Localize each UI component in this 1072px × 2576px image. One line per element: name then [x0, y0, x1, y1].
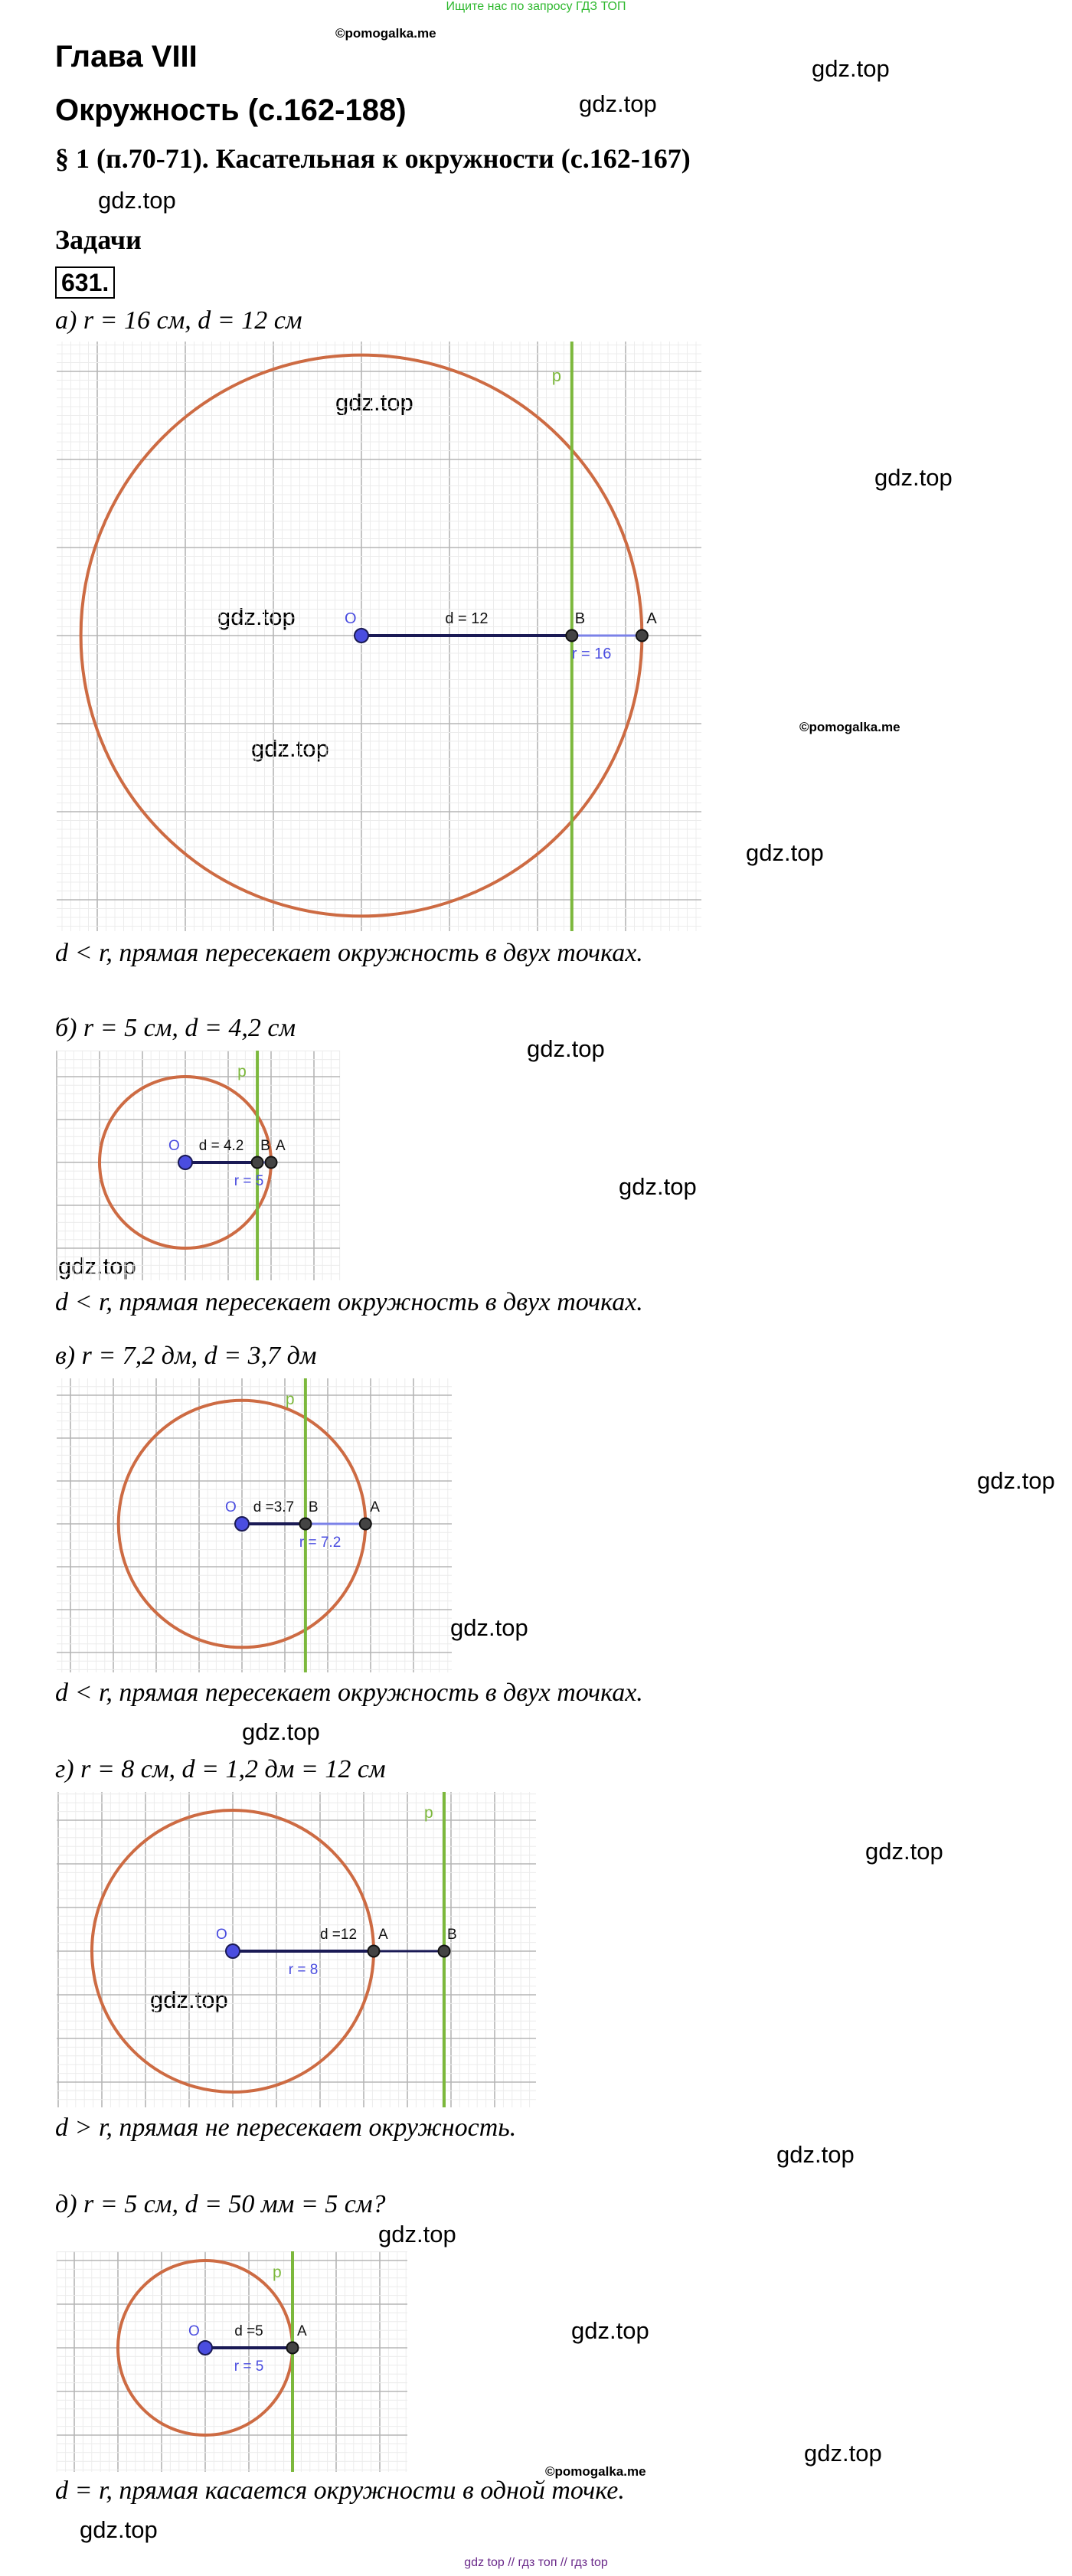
watermark: gdz.top	[450, 1614, 528, 1641]
watermark: gdz.top	[58, 1253, 136, 1280]
label-r: r = 16	[571, 646, 612, 662]
label-B: B	[574, 610, 586, 627]
tasks-heading: Задачи	[55, 224, 142, 255]
point-A	[287, 2342, 299, 2354]
label-A: A	[297, 2323, 307, 2339]
chapter-heading: Глава VIII	[55, 40, 198, 74]
top-search-link[interactable]: Ищите нас по запросу ГДЗ ТОП	[446, 0, 626, 13]
grid	[57, 2251, 407, 2472]
watermark: gdz.top	[217, 603, 296, 630]
chapter-title: Окружность (с.162-188)	[55, 93, 407, 127]
watermark: gdz.top	[80, 2516, 158, 2543]
watermark: gdz.top	[378, 2221, 456, 2247]
watermark: gdz.top	[804, 2440, 882, 2466]
watermark: gdz.top	[812, 55, 890, 82]
watermark: gdz.top	[579, 90, 657, 117]
watermark: gdz.top	[776, 2141, 855, 2168]
watermark: gdz.top	[571, 2317, 649, 2344]
point-O	[198, 2341, 212, 2355]
label-B: B	[447, 1927, 457, 1943]
label-p: p	[237, 1063, 247, 1080]
label-d: d =12	[319, 1927, 358, 1943]
watermark: gdz.top	[98, 187, 176, 214]
part-a-conclusion: d < r, прямая пересекает окружность в двух точках.	[55, 939, 643, 967]
part-d-conclusion: d > r, прямая не пересекает окружность.	[55, 2113, 517, 2142]
label-O: O	[345, 610, 357, 627]
label-A: A	[370, 1499, 380, 1515]
label-B: B	[260, 1138, 270, 1154]
part-b-conclusion: d < r, прямая пересекает окружность в двух точках.	[55, 1288, 643, 1316]
copyright-mark: ©pomogalka.me	[335, 26, 436, 41]
watermark: gdz.top	[251, 735, 329, 762]
label-A: A	[646, 610, 657, 627]
label-A: A	[378, 1927, 388, 1943]
label-r: r = 7.2	[299, 1535, 342, 1551]
part-b-condition: б) r = 5 см, d = 4,2 см	[55, 1014, 296, 1042]
part-e-condition: д) r = 5 см, d = 50 мм = 5 см?	[55, 2190, 386, 2218]
part-d-condition: г) r = 8 см, d = 1,2 дм = 12 см	[55, 1755, 386, 1783]
section-title: § 1 (п.70-71). Касательная к окружности (с.162-167)	[55, 143, 691, 174]
label-A: A	[276, 1138, 286, 1154]
watermark: gdz.top	[335, 389, 413, 416]
watermark: gdz.top	[150, 1986, 228, 2013]
watermark: gdz.top	[527, 1035, 605, 1062]
watermark: gdz.top	[619, 1173, 697, 1200]
label-d: d =5	[234, 2323, 263, 2339]
label-p: p	[551, 366, 562, 385]
part-c-conclusion: d < r, прямая пересекает окружность в двух точках.	[55, 1679, 643, 1707]
label-p: p	[424, 1804, 433, 1822]
part-a-condition: а) r = 16 см, d = 12 см	[55, 306, 302, 335]
label-r: r = 5	[234, 1173, 264, 1189]
footer-links[interactable]: gdz top // гдз топ // гдз top	[464, 2556, 608, 2569]
watermark: gdz.top	[977, 1467, 1055, 1494]
watermark: gdz.top	[874, 464, 953, 491]
watermark: gdz.top	[242, 1718, 320, 1745]
label-O: O	[168, 1138, 180, 1154]
label-p: p	[273, 2264, 282, 2281]
watermark: gdz.top	[746, 839, 824, 866]
label-p: p	[285, 1391, 295, 1408]
label-r: r = 5	[234, 2359, 264, 2375]
label-r: r = 8	[288, 1962, 319, 1978]
label-d: d = 4.2	[198, 1138, 244, 1154]
copyright-mark: ©pomogalka.me	[545, 2464, 646, 2479]
part-c-condition: в) r = 7,2 дм, d = 3,7 дм	[55, 1342, 317, 1370]
copyright-mark: ©pomogalka.me	[799, 720, 900, 734]
label-O: O	[216, 1927, 227, 1943]
label-B: B	[308, 1499, 319, 1515]
label-O: O	[188, 2323, 200, 2339]
watermark: gdz.top	[865, 1838, 943, 1865]
label-d: d = 12	[445, 610, 489, 627]
problem-number: 631.	[55, 266, 115, 299]
part-e-conclusion: d = r, прямая касается окружности в одной точке.	[55, 2476, 625, 2505]
label-d: d =3.7	[253, 1499, 295, 1515]
label-O: O	[225, 1499, 237, 1515]
